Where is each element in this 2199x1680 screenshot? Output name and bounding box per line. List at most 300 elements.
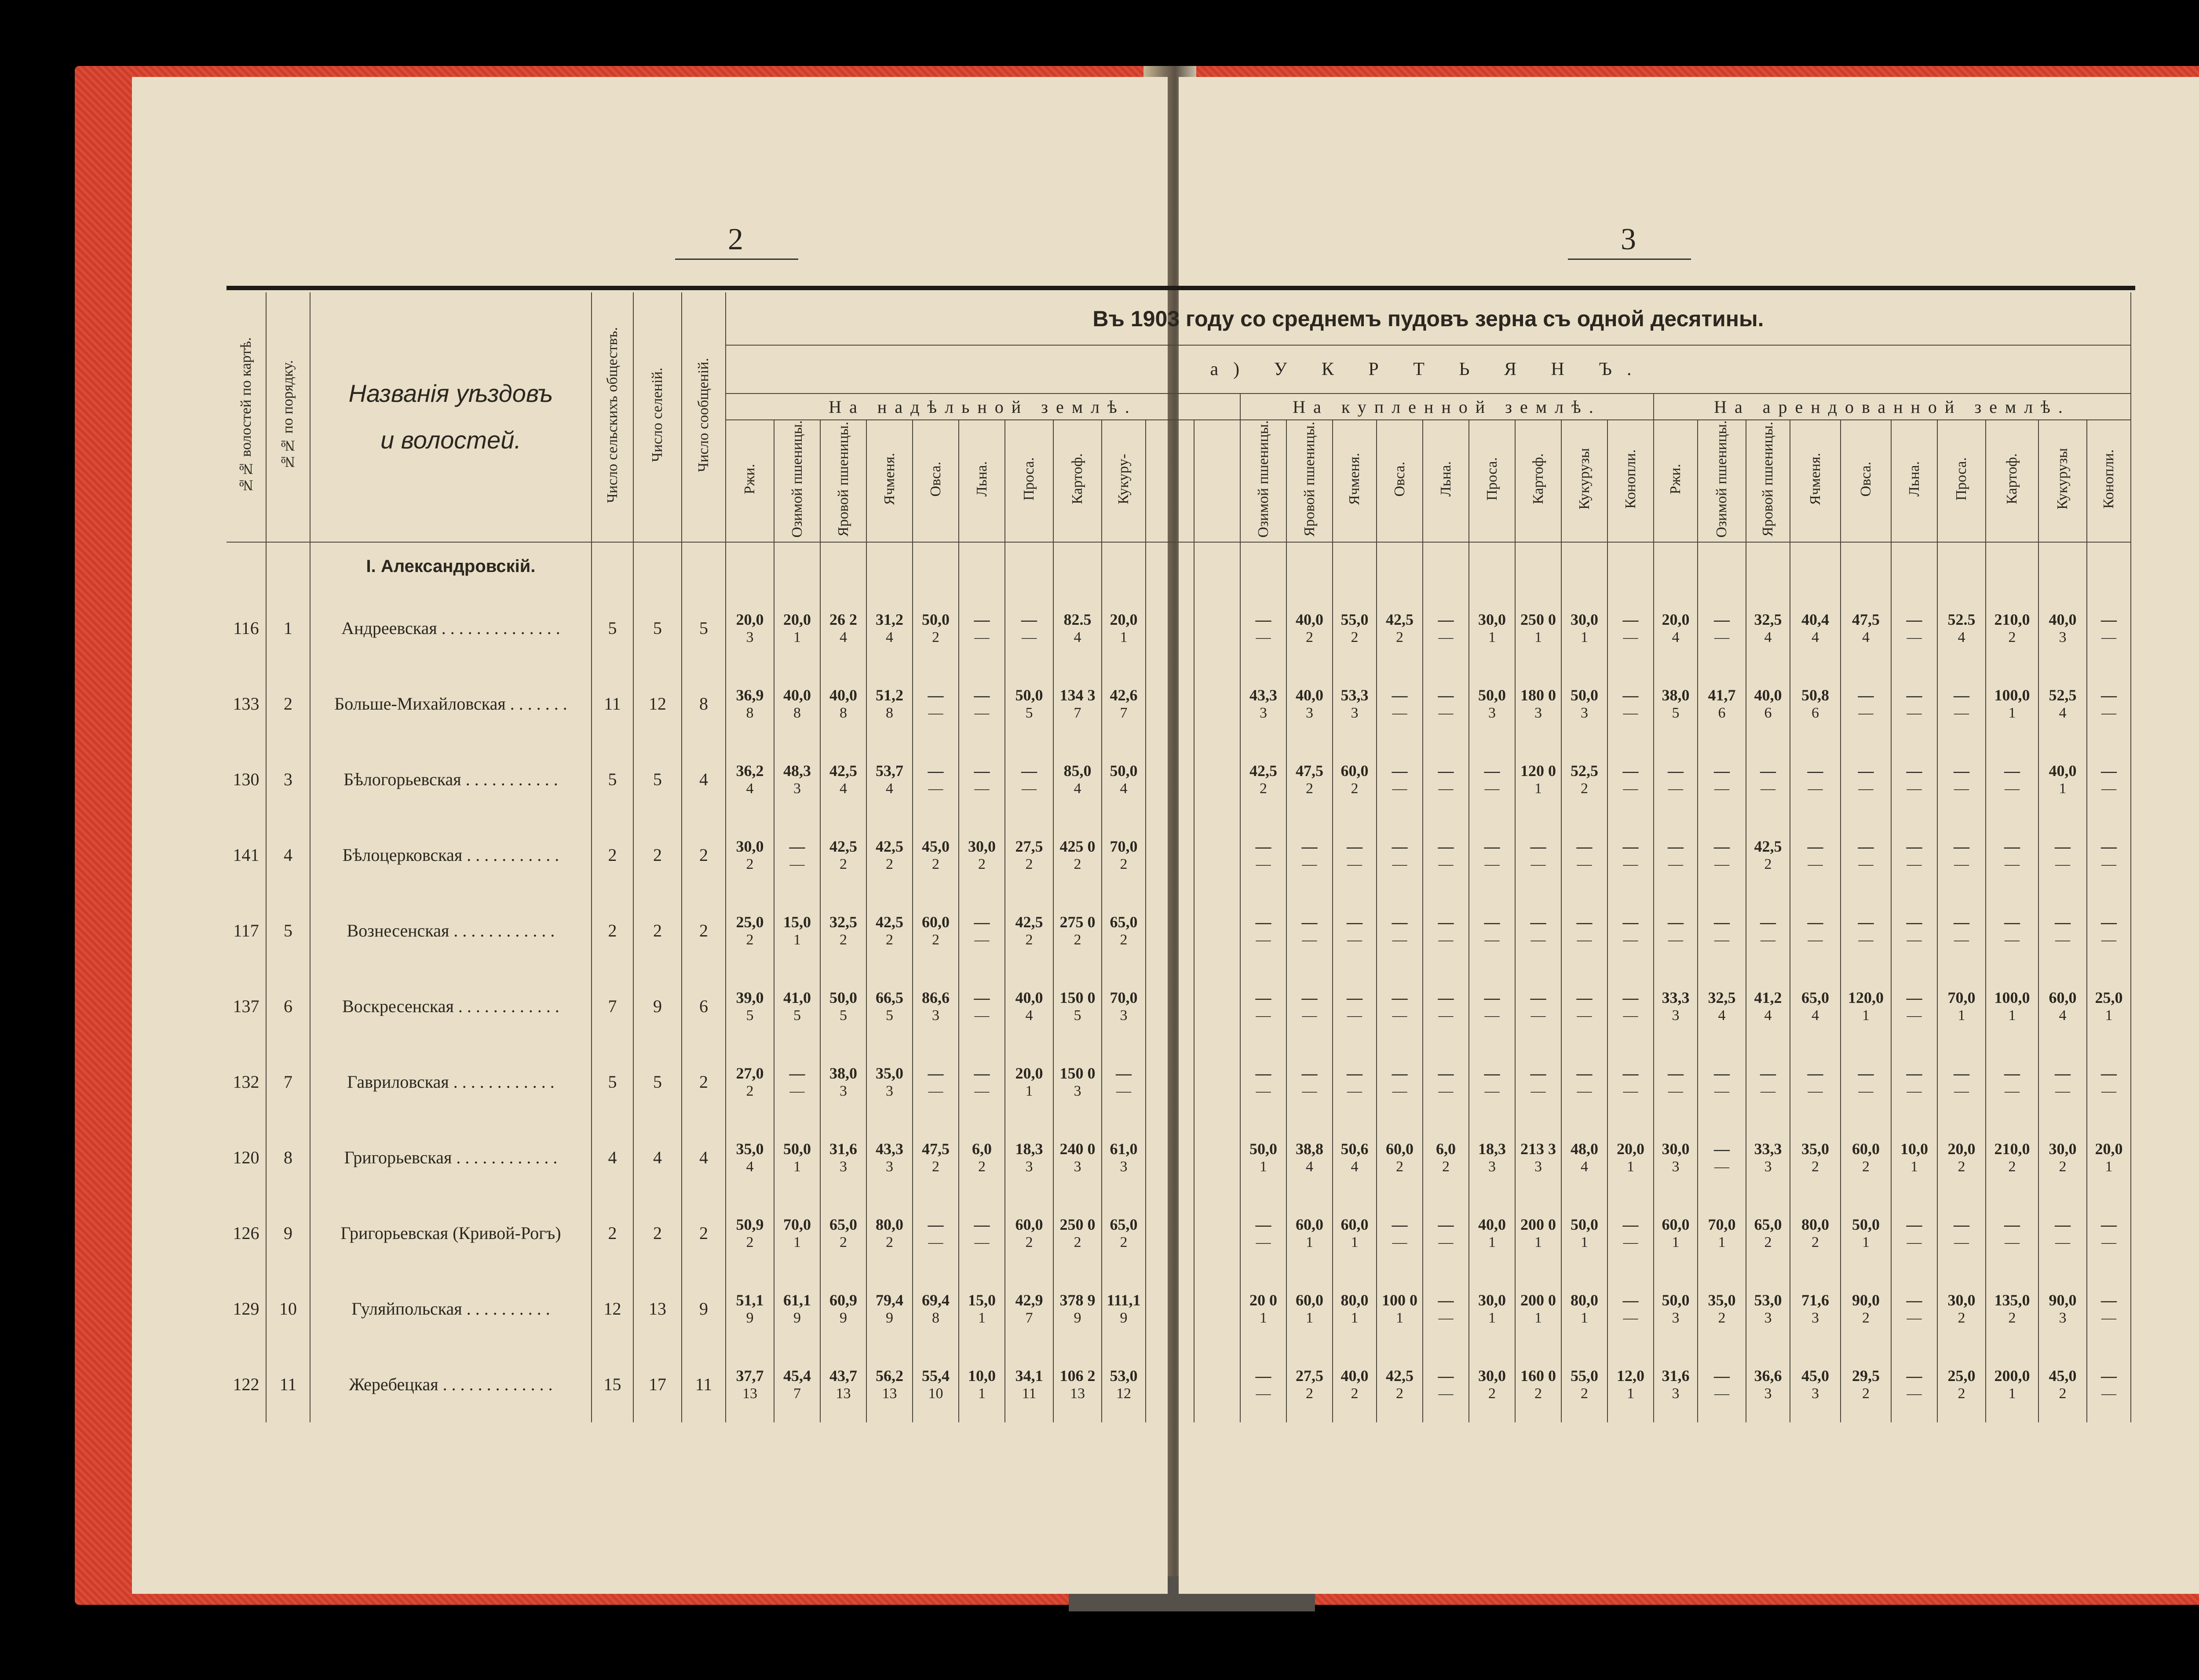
report-count: 3 (1672, 1309, 1680, 1326)
yield-cell (1423, 817, 1469, 893)
report-count: 2 (886, 1234, 893, 1250)
names-line-1: Названія уѣздовъ (348, 379, 553, 407)
crop-head-rented-7: Картоф. (1986, 420, 2038, 542)
yield-value: — (1438, 1215, 1454, 1233)
volost-map-number: 117 (226, 893, 266, 969)
crop-head-rented-6: Проса. (1937, 420, 1986, 542)
crop-head-rented-1: Озимой пшеницы. (1698, 420, 1746, 542)
report-count: — (2005, 1234, 2020, 1250)
yield-value: — (2004, 837, 2020, 855)
section-blank (959, 542, 1005, 590)
crop-head-bought-6: Картоф. (1515, 420, 1561, 542)
report-count: 3 (1812, 1385, 1819, 1402)
yield-value: 20,0 (1015, 1064, 1043, 1082)
yield-value: 70,0 (1110, 837, 1138, 855)
col-head-societies: Число сельскихъ обществъ. (592, 292, 633, 542)
yield-value: 40,0 (829, 686, 857, 704)
yield-cell (2087, 1347, 2131, 1422)
yield-cell (1607, 817, 1654, 893)
yield-value: — (1906, 1291, 1922, 1309)
yield-value: — (1347, 837, 1363, 855)
report-count: 4 (746, 780, 754, 797)
report-count: — (1808, 1082, 1823, 1099)
yield-cell (726, 893, 774, 969)
yield-value: 80,0 (876, 1215, 903, 1233)
crop-head-allot-extra (1146, 420, 1194, 542)
yield-cell (774, 1271, 820, 1347)
crop-head-rented-0: Ржи. (1654, 420, 1698, 542)
yield-value: — (1530, 1064, 1546, 1082)
yield-value: — (974, 1215, 990, 1233)
yield-cell (1377, 1044, 1423, 1120)
report-count: 3 (1764, 1158, 1772, 1175)
yield-value: — (1116, 1064, 1132, 1082)
yield-value: — (1484, 988, 1500, 1006)
report-count: — (2005, 780, 2020, 797)
yield-cell (1561, 742, 1607, 817)
col-head-messages: Число сообщеній. (682, 292, 726, 542)
report-count: — (1438, 1385, 1454, 1402)
report-count: 3 (1074, 1158, 1081, 1175)
yield-value: 45,4 (783, 1367, 811, 1385)
report-count: — (1484, 1007, 1500, 1024)
messages-count: 2 (682, 817, 726, 893)
report-count: 7 (1120, 704, 1128, 721)
report-count: 4 (1862, 629, 1870, 645)
yield-cell (1891, 742, 1937, 817)
yield-cell (1654, 742, 1698, 817)
societies-count: 2 (592, 893, 633, 969)
section-blank (1607, 542, 1654, 590)
yield-value: 66,5 (876, 988, 903, 1006)
yield-value: 53,0 (1754, 1291, 1782, 1309)
report-count: 4 (1718, 1007, 1726, 1024)
yield-value: — (1392, 762, 1408, 780)
volost-name: Вознесенская . . . . . . . . . . . . (310, 893, 592, 969)
report-count: 2 (2008, 1158, 2016, 1175)
report-count: 4 (1672, 629, 1680, 645)
report-count: 5 (1672, 704, 1680, 721)
yield-value: 43,7 (829, 1367, 857, 1385)
yield-value: 33,3 (1754, 1140, 1782, 1158)
report-count: — (2055, 1234, 2070, 1250)
yield-cell (1891, 1044, 1937, 1120)
yield-value: — (1392, 913, 1408, 931)
crop-head-rented-4: Овса. (1841, 420, 1891, 542)
yield-value: 30,0 (1947, 1291, 1976, 1309)
yield-value: — (1255, 988, 1271, 1006)
report-count: — (1392, 856, 1407, 872)
report-count: — (1116, 1082, 1131, 1099)
yield-value: 30,0 (1571, 610, 1598, 628)
report-count: — (1531, 856, 1546, 872)
yield-value: — (1858, 762, 1874, 780)
row-order-number: 2 (266, 666, 310, 742)
report-count: — (1438, 1309, 1454, 1326)
yield-cell (1561, 1347, 1607, 1422)
yield-value: 48,0 (1571, 1140, 1598, 1158)
yield-cell (1005, 666, 1053, 742)
report-count: 1 (793, 1234, 801, 1250)
yield-cell (1654, 666, 1698, 742)
report-count: 2 (1351, 629, 1359, 645)
section-blank (1005, 542, 1053, 590)
yield-value: 71,6 (1801, 1291, 1829, 1309)
report-count: — (1954, 780, 1969, 797)
yield-value: 42,5 (1386, 610, 1414, 628)
yield-cell (774, 1044, 820, 1120)
report-count: — (1623, 780, 1638, 797)
yield-cell (1469, 969, 1515, 1044)
report-count: — (1907, 1234, 1922, 1250)
section-blank (1377, 542, 1423, 590)
yield-value: 36,9 (736, 686, 764, 704)
section-blank (1698, 542, 1746, 590)
report-count: — (928, 1234, 943, 1250)
report-count: 3 (1672, 1007, 1680, 1024)
yield-value: 20,0 (2095, 1140, 2123, 1158)
yield-value: — (1347, 988, 1363, 1006)
section-blank (1746, 542, 1790, 590)
yield-value: 31,2 (876, 610, 903, 628)
crop-head-allot-2: Яровой пшеницы. (820, 420, 866, 542)
report-count: 2 (1120, 931, 1128, 948)
yield-cell (1841, 742, 1891, 817)
yield-cell (1286, 1271, 1333, 1347)
yield-value: 65,0 (1110, 1215, 1138, 1233)
yield-cell (1841, 969, 1891, 1044)
yield-value: 40,0 (1296, 610, 1323, 628)
yield-cell (1240, 969, 1286, 1044)
yield-cell (1469, 1347, 1515, 1422)
report-count: 4 (1120, 780, 1128, 797)
yield-value: 41,2 (1754, 988, 1782, 1006)
yield-value: — (2004, 913, 2020, 931)
yield-value: 56,2 (876, 1367, 903, 1385)
yield-cell (866, 1120, 913, 1195)
yield-cell (1654, 1044, 1698, 1120)
yield-cell (1240, 1347, 1286, 1422)
yield-value: 80,0 (1341, 1291, 1369, 1309)
report-count: — (1623, 704, 1638, 721)
section-blank (913, 542, 959, 590)
report-count: 3 (1306, 704, 1313, 721)
yield-cell (1841, 893, 1891, 969)
report-count: — (1714, 856, 1729, 872)
yield-value: — (1668, 837, 1684, 855)
volost-map-number: 116 (226, 590, 266, 666)
yield-value: — (2101, 1215, 2117, 1233)
yield-cell (866, 1271, 913, 1347)
volost-map-number: 130 (226, 742, 266, 817)
yield-cell (2087, 742, 2131, 817)
yield-cell (774, 590, 820, 666)
report-count: 13 (1070, 1385, 1085, 1402)
yield-cell (1286, 817, 1333, 893)
report-count: 3 (1534, 1158, 1542, 1175)
yield-value: 60,0 (922, 913, 950, 931)
yield-value: 20,0 (1947, 1140, 1976, 1158)
report-count: 2 (978, 1158, 986, 1175)
yield-value: 42,5 (1015, 913, 1043, 931)
yield-cell (1423, 893, 1469, 969)
yield-cell (1986, 1271, 2038, 1347)
report-count: — (1668, 780, 1683, 797)
report-count: 2 (1396, 1385, 1403, 1402)
yield-cell (1333, 893, 1377, 969)
report-count: 3 (1074, 1082, 1081, 1099)
yield-value: 60,0 (2049, 988, 2077, 1006)
yield-cell (1377, 590, 1423, 666)
yield-cell (1515, 1044, 1561, 1120)
yield-cell (1841, 590, 1891, 666)
yield-cell (1102, 742, 1146, 817)
yield-cell (1469, 817, 1515, 893)
crop-head-bought-2: Ячменя. (1333, 420, 1377, 542)
yield-cell (1423, 1195, 1469, 1271)
report-count: 2 (886, 931, 893, 948)
volost-name: Бѣлогорьевская . . . . . . . . . . . (310, 742, 592, 817)
yield-cell (1790, 742, 1841, 817)
yield-cell (959, 666, 1005, 742)
report-count: 2 (746, 856, 754, 872)
yield-cell (913, 1347, 959, 1422)
report-count: — (974, 1234, 990, 1250)
yield-value: — (2004, 1064, 2020, 1082)
report-count: — (1022, 629, 1037, 645)
yield-value: — (1576, 837, 1593, 855)
yield-value: — (1392, 837, 1408, 855)
report-count: — (1623, 1082, 1638, 1099)
yield-value: 6,0 (1436, 1140, 1456, 1158)
yield-value: 32,5 (1708, 988, 1736, 1006)
yield-cell (1654, 1271, 1698, 1347)
empty-cell (1194, 1044, 1240, 1120)
row-order-number: 5 (266, 893, 310, 969)
yield-cell (726, 1044, 774, 1120)
yield-cell (1937, 817, 1986, 893)
yield-cell (726, 742, 774, 817)
yield-cell (1937, 742, 1986, 817)
report-count: 2 (840, 856, 847, 872)
yield-value: 50,0 (1571, 1215, 1598, 1233)
report-count: 2 (1025, 931, 1033, 948)
report-count: — (1256, 1234, 1271, 1250)
yield-value: 200,0 (1994, 1367, 2030, 1385)
yield-cell (1937, 1195, 1986, 1271)
messages-count: 8 (682, 666, 726, 742)
yield-cell (1698, 590, 1746, 666)
yield-value: — (1438, 1064, 1454, 1082)
yield-cell (1654, 1195, 1698, 1271)
yield-cell (1053, 969, 1102, 1044)
yield-cell (1053, 893, 1102, 969)
report-count: — (1302, 1007, 1317, 1024)
section-blank-1 (226, 542, 266, 590)
yield-value: — (2101, 1064, 2117, 1082)
yield-cell (1561, 817, 1607, 893)
yield-cell (1698, 742, 1746, 817)
yield-cell (1469, 1195, 1515, 1271)
volost-map-number: 141 (226, 817, 266, 893)
yield-value: 35,0 (1708, 1291, 1736, 1309)
yield-value: — (1714, 913, 1730, 931)
yield-cell (959, 1347, 1005, 1422)
report-count: 9 (886, 1309, 893, 1326)
yield-value: 100,0 (1994, 686, 2030, 704)
yield-cell (1561, 590, 1607, 666)
societies-count: 4 (592, 1120, 633, 1195)
yield-cell (1790, 1120, 1841, 1195)
yield-value: 50,0 (1015, 686, 1043, 704)
section-blank (1654, 542, 1698, 590)
villages-count: 2 (633, 893, 682, 969)
yield-value: — (1301, 1064, 1318, 1082)
yield-value: 65,0 (1754, 1215, 1782, 1233)
report-count: — (1256, 856, 1271, 872)
report-count: — (1761, 931, 1775, 948)
yield-value: — (1392, 1215, 1408, 1233)
row-order-number: 3 (266, 742, 310, 817)
yield-value: — (1392, 988, 1408, 1006)
yield-cell (1333, 1271, 1377, 1347)
yield-cell (1790, 1195, 1841, 1271)
crop-head-bought-7: Кукурузы (1561, 420, 1607, 542)
yield-value: — (1906, 762, 1922, 780)
report-count: — (1858, 856, 1874, 872)
yield-cell (866, 666, 913, 742)
row-order-number: 7 (266, 1044, 310, 1120)
report-count: — (1438, 1082, 1454, 1099)
yield-value: 36,2 (736, 762, 764, 780)
yield-cell (1746, 666, 1790, 742)
yield-value: 50,0 (1571, 686, 1598, 704)
report-count: — (789, 1082, 805, 1099)
report-count: 1 (1488, 629, 1496, 645)
report-count: 2 (2008, 1309, 2016, 1326)
report-count: — (1858, 780, 1874, 797)
empty-cell (1146, 590, 1194, 666)
volost-name: Жеребецкая . . . . . . . . . . . . . (310, 1347, 592, 1422)
report-count: 4 (1812, 629, 1819, 645)
yield-value: — (1954, 1215, 1969, 1233)
report-count: — (1668, 931, 1683, 948)
yield-value: 40,0 (783, 686, 811, 704)
yield-value: 53,7 (876, 762, 903, 780)
yield-value: 82.5 (1063, 610, 1092, 628)
yield-value: 42,5 (1754, 837, 1782, 855)
yield-value: 33,3 (1662, 988, 1690, 1006)
yield-value: 200 0 (1520, 1291, 1556, 1309)
report-count: 1 (1488, 1234, 1496, 1250)
yield-value: 50,6 (1341, 1140, 1369, 1158)
yield-cell (1746, 969, 1790, 1044)
yield-value: 47,5 (1852, 610, 1880, 628)
report-count: — (1954, 931, 1969, 948)
report-count: — (2101, 856, 2116, 872)
yield-value: — (1392, 1064, 1408, 1082)
report-count: 2 (1958, 1309, 1965, 1326)
yield-value: — (1906, 686, 1922, 704)
yield-cell (2087, 1271, 2131, 1347)
yield-cell (726, 1271, 774, 1347)
yield-value: — (1858, 837, 1874, 855)
yield-cell (1515, 666, 1561, 742)
yield-value: 42,5 (829, 762, 857, 780)
section-blank (726, 542, 774, 590)
report-count: — (1623, 856, 1638, 872)
report-count: 7 (1025, 1309, 1033, 1326)
report-count: 8 (793, 704, 801, 721)
yield-cell (1286, 1195, 1333, 1271)
yield-value: — (1906, 1064, 1922, 1082)
yield-value: — (928, 1215, 944, 1233)
yield-value: 150 0 (1059, 1064, 1096, 1082)
yield-cell (1240, 817, 1286, 893)
report-count: 3 (2059, 1309, 2067, 1326)
yield-cell (1937, 1271, 1986, 1347)
yield-value: 60,0 (1296, 1215, 1323, 1233)
yield-cell (1937, 1347, 1986, 1422)
yield-cell (1698, 969, 1746, 1044)
report-count: — (1714, 1158, 1729, 1175)
yield-cell (1423, 969, 1469, 1044)
yield-cell (1240, 742, 1286, 817)
yield-cell (820, 666, 866, 742)
yield-cell (1698, 1044, 1746, 1120)
yield-value: 50,0 (783, 1140, 811, 1158)
yield-cell (1102, 590, 1146, 666)
yield-cell (1891, 817, 1937, 893)
report-count: 5 (1025, 704, 1033, 721)
report-count: 2 (1534, 1385, 1542, 1402)
yield-value: — (1438, 762, 1454, 780)
report-count: 2 (932, 1158, 939, 1175)
report-count: — (1484, 856, 1500, 872)
report-count: 3 (932, 1007, 939, 1024)
report-count: 5 (1074, 1007, 1081, 1024)
crop-head-allot-extra (1194, 420, 1240, 542)
report-count: 4 (1764, 629, 1772, 645)
yield-value: 210,0 (1994, 1140, 2030, 1158)
volost-map-number: 120 (226, 1120, 266, 1195)
yield-value: 65,0 (829, 1215, 857, 1233)
volost-name: Гуляйпольская . . . . . . . . . . (310, 1271, 592, 1347)
report-count: 1 (1718, 1234, 1726, 1250)
yield-value: 40,0 (1341, 1367, 1369, 1385)
empty-cell (1146, 1271, 1194, 1347)
yield-cell (1841, 817, 1891, 893)
report-count: — (1302, 856, 1317, 872)
yield-cell (1607, 742, 1654, 817)
yield-cell (1515, 893, 1561, 969)
yield-value: 27,0 (736, 1064, 764, 1082)
yield-value: 31,6 (1662, 1367, 1690, 1385)
report-count: 1 (1862, 1007, 1870, 1024)
yield-value: 41,0 (783, 988, 811, 1006)
yield-value: — (1347, 1064, 1363, 1082)
yield-value: 30,0 (1478, 610, 1506, 628)
row-order-number: 4 (266, 817, 310, 893)
empty-cell (1194, 1347, 1240, 1422)
report-count: 1 (2105, 1007, 2113, 1024)
yield-value: 425 0 (1059, 837, 1096, 855)
report-count: — (1392, 704, 1407, 721)
yield-value: 55,0 (1571, 1367, 1598, 1385)
yield-value: — (1255, 837, 1271, 855)
section-blank-2 (266, 542, 310, 590)
report-count: — (2101, 931, 2116, 948)
